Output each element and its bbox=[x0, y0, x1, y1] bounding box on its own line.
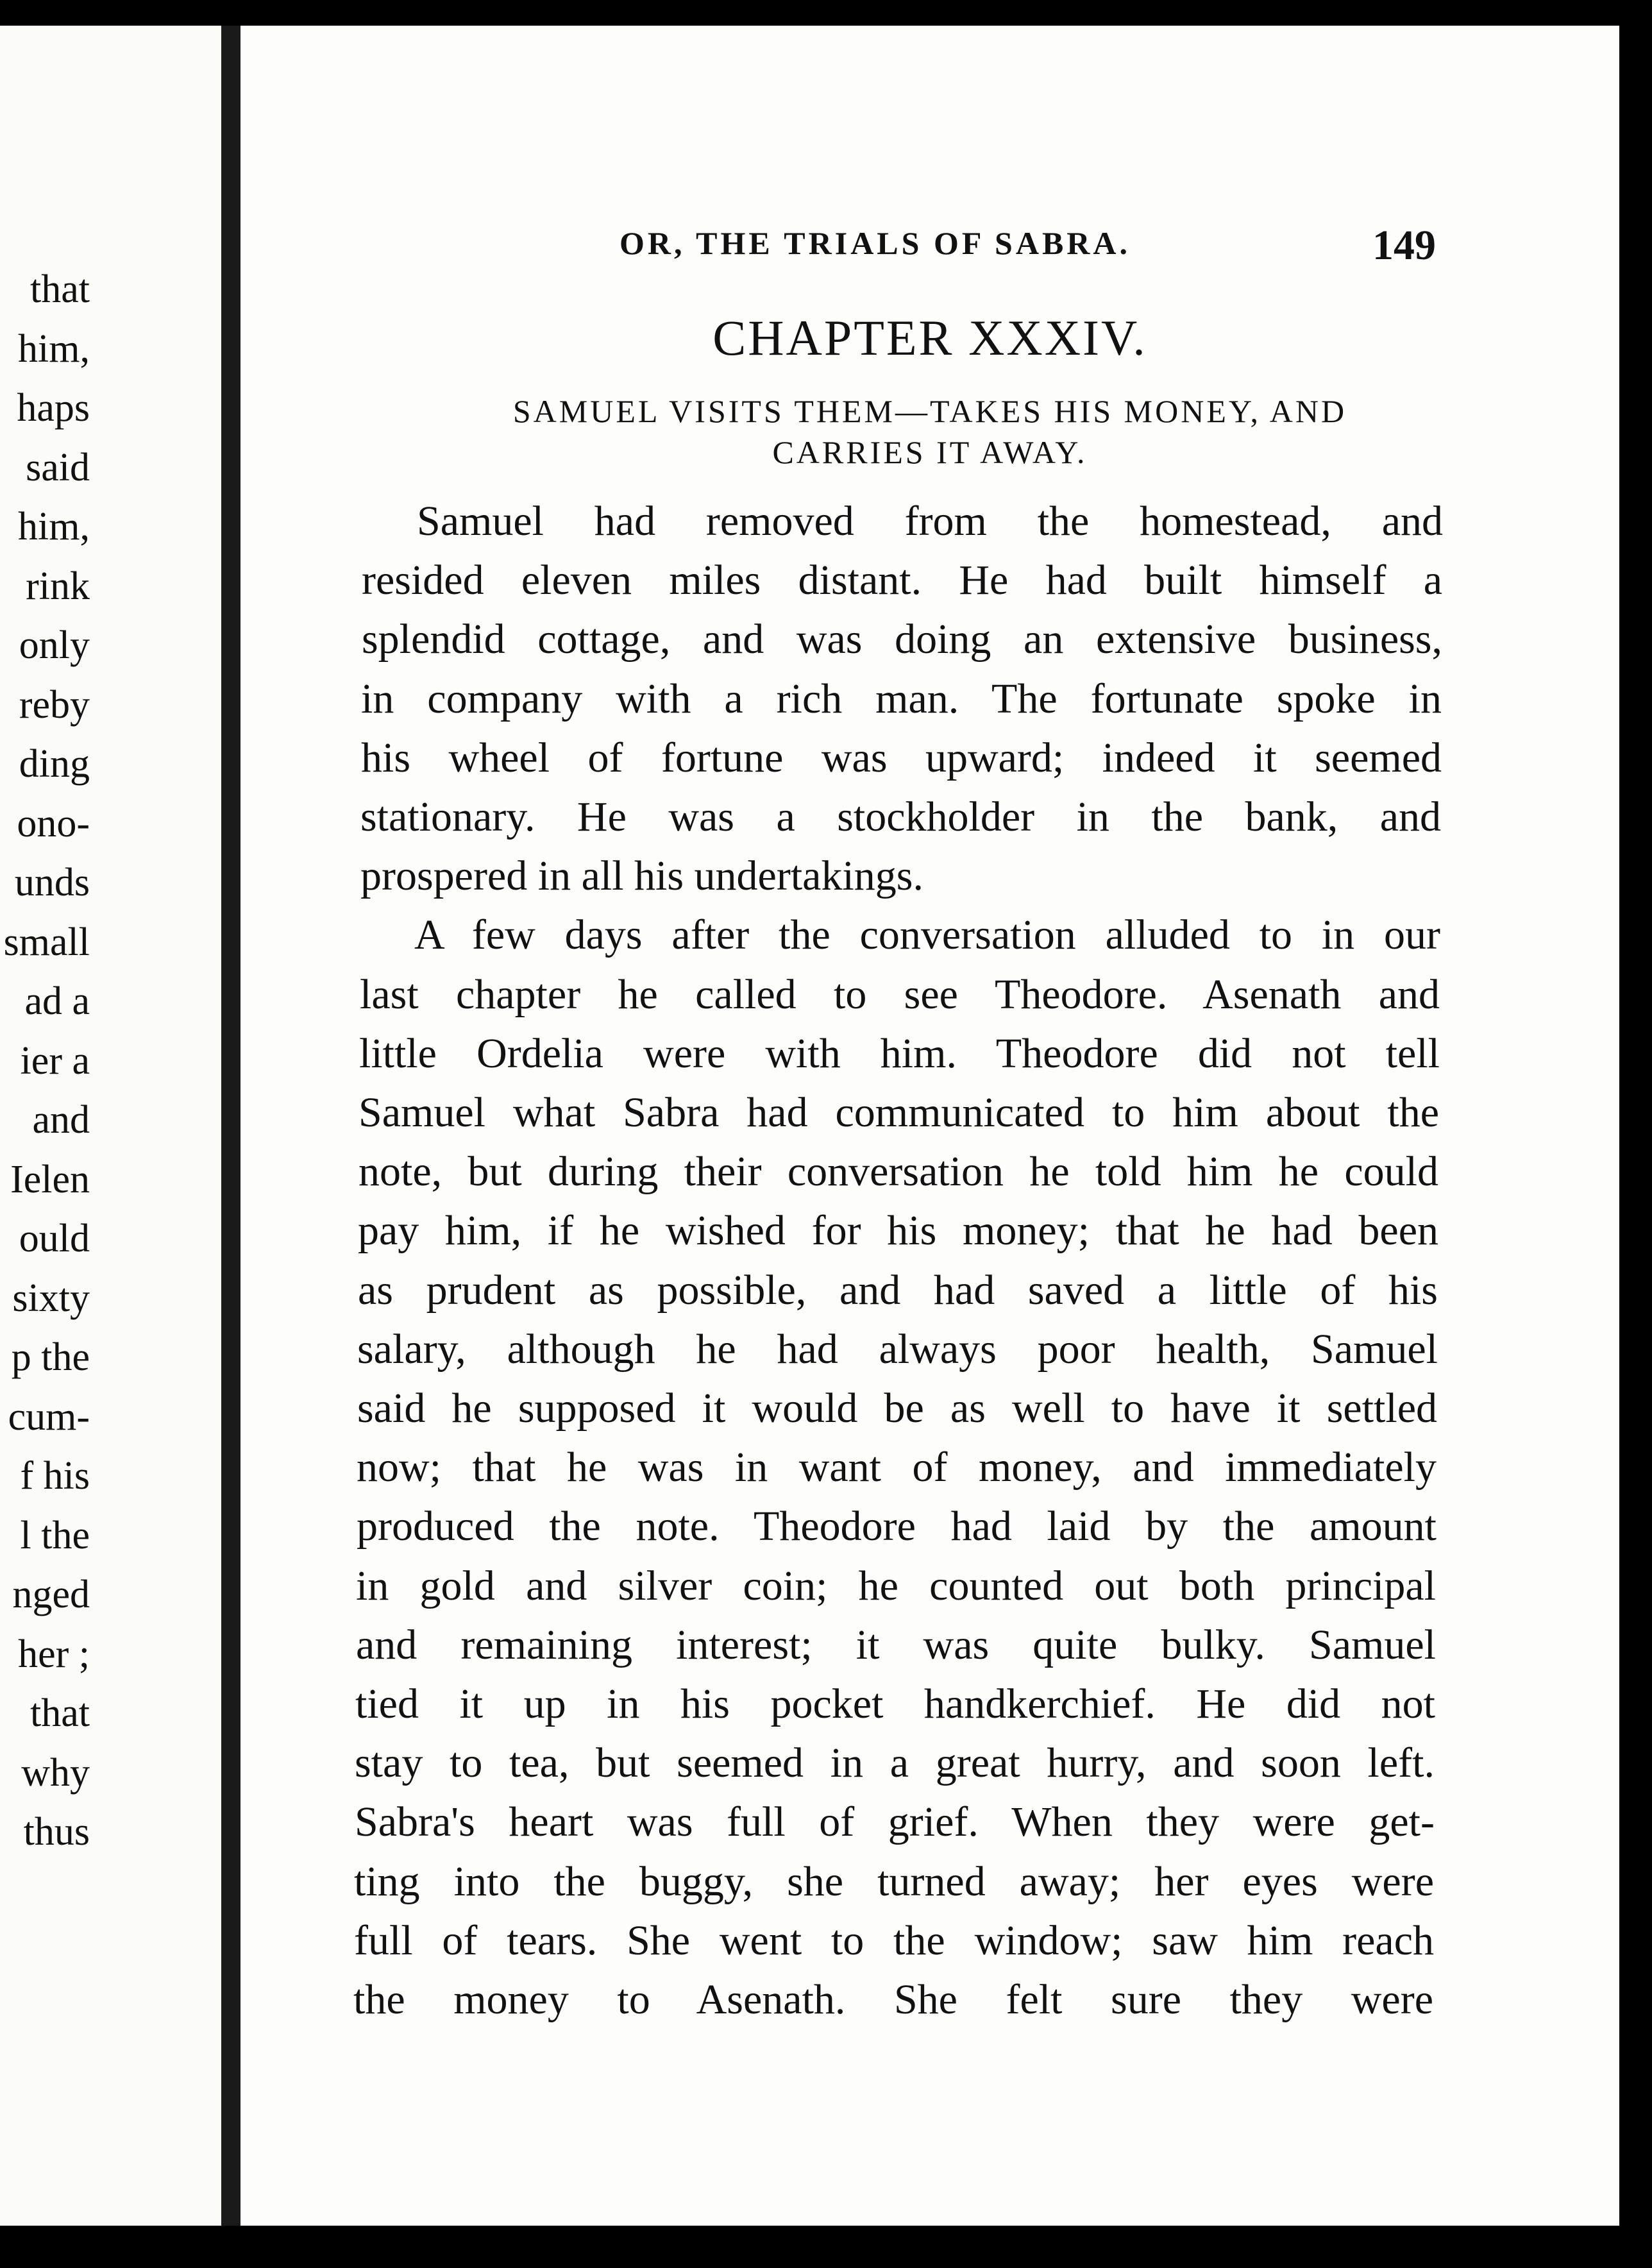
left-page-fragment-line: ould bbox=[19, 1217, 90, 1260]
page-gutter bbox=[221, 26, 240, 2226]
left-page-fragment-line: and bbox=[32, 1098, 90, 1142]
left-page-fragment-line: ad a bbox=[24, 979, 90, 1023]
left-page-fragment-line: unds bbox=[14, 861, 90, 904]
left-page-fragment bbox=[0, 26, 221, 2226]
body-line: said he supposed it would be as well to have it settled bbox=[357, 1385, 1437, 1432]
running-head: OR, THE TRIALS OF SABRA. bbox=[620, 225, 1131, 261]
body-line: last chapter he called to see Theodore. Asenath and bbox=[360, 971, 1440, 1018]
left-page-fragment-line: that bbox=[30, 267, 90, 311]
left-page-fragment-line: that bbox=[30, 1691, 90, 1735]
body-line: now; that he was in want of money, and immediately bbox=[357, 1444, 1437, 1491]
body-line: Samuel had removed from the homestead, and bbox=[417, 498, 1443, 545]
body-line: stationary. He was a stockholder in the bank, and bbox=[360, 793, 1441, 840]
body-line: note, but during their conversation he told him he could bbox=[358, 1148, 1438, 1195]
left-page-fragment-line: rink bbox=[26, 564, 90, 608]
page-edge bbox=[1619, 26, 1652, 2226]
body-line: ting into the buggy, she turned away; her eyes were bbox=[354, 1858, 1434, 1905]
body-line: Samuel what Sabra had communicated to him about the bbox=[358, 1089, 1439, 1136]
body-line: splendid cottage, and was doing an extensive business, bbox=[362, 616, 1442, 663]
scan-border-top bbox=[0, 0, 1652, 27]
page-number: 149 bbox=[1372, 222, 1436, 269]
chapter-subtitle-line-2: CARRIES IT AWAY. bbox=[772, 434, 1088, 470]
left-page-fragment-line: her ; bbox=[18, 1632, 90, 1676]
left-page-fragment-line: reby bbox=[19, 682, 90, 727]
body-line: A few days after the conversation alluded to in our bbox=[414, 911, 1440, 958]
body-line: pay him, if he wished for his money; that he had been bbox=[358, 1207, 1438, 1254]
body-line: and remaining interest; it was quite bulky. Samuel bbox=[356, 1621, 1436, 1668]
left-page-fragment-line: small bbox=[3, 920, 90, 964]
left-page-fragment-line: f his bbox=[20, 1454, 90, 1498]
left-page-fragment-line: him, bbox=[18, 326, 90, 371]
body-line: in company with a rich man. The fortunate spoke in bbox=[361, 675, 1442, 722]
left-page-fragment-line: him, bbox=[18, 505, 90, 548]
chapter-title: CHAPTER XXXIV. bbox=[712, 310, 1147, 366]
body-line: Sabra's heart was full of grief. When they were get- bbox=[355, 1798, 1435, 1845]
body-line: prospered in all his undertakings. bbox=[360, 852, 923, 899]
body-line: resided eleven miles distant. He had built himself a bbox=[362, 557, 1442, 604]
left-page-fragment-line: haps bbox=[17, 386, 90, 430]
body-line: as prudent as possible, and had saved a little of his bbox=[358, 1267, 1438, 1314]
left-page-fragment-line: Ielen bbox=[10, 1157, 90, 1201]
left-page-fragment-line: nged bbox=[12, 1573, 90, 1616]
body-line: the money to Asenath. She felt sure they were bbox=[353, 1976, 1433, 2023]
chapter-subtitle-line-1: SAMUEL VISITS THEM—TAKES HIS MONEY, AND bbox=[512, 393, 1347, 429]
left-page-fragment-line: ono- bbox=[17, 801, 90, 845]
left-page-fragment-line: sixty bbox=[12, 1276, 90, 1320]
left-page-fragment-line: ding bbox=[19, 742, 90, 786]
body-line: tied it up in his pocket handkerchief. He did not bbox=[355, 1680, 1435, 1727]
left-page-fragment-line: thus bbox=[23, 1810, 90, 1854]
body-line: salary, although he had always poor health, Samuel bbox=[357, 1326, 1438, 1373]
scan-border-bottom bbox=[0, 2226, 1652, 2268]
body-line: produced the note. Theodore had laid by the amount bbox=[357, 1503, 1437, 1550]
left-page-fragment-line: only bbox=[19, 623, 90, 667]
body-line: full of tears. She went to the window; saw him reach bbox=[354, 1917, 1434, 1964]
body-line: his wheel of fortune was upward; indeed it seemed bbox=[361, 734, 1442, 781]
left-page-fragment-line: ier a bbox=[20, 1038, 90, 1083]
left-page-fragment-line: said bbox=[26, 445, 90, 489]
left-page-fragment-line: l the bbox=[20, 1513, 90, 1557]
left-page-fragment-line: p the bbox=[11, 1335, 90, 1379]
body-line: stay to tea, but seemed in a great hurry, and soon left. bbox=[355, 1739, 1435, 1786]
body-line: little Ordelia were with him. Theodore did not tell bbox=[359, 1030, 1440, 1077]
left-page-fragment-line: cum- bbox=[8, 1394, 90, 1439]
body-line: in gold and silver coin; he counted out both principal bbox=[356, 1562, 1436, 1609]
left-page-fragment-line: why bbox=[21, 1750, 90, 1795]
